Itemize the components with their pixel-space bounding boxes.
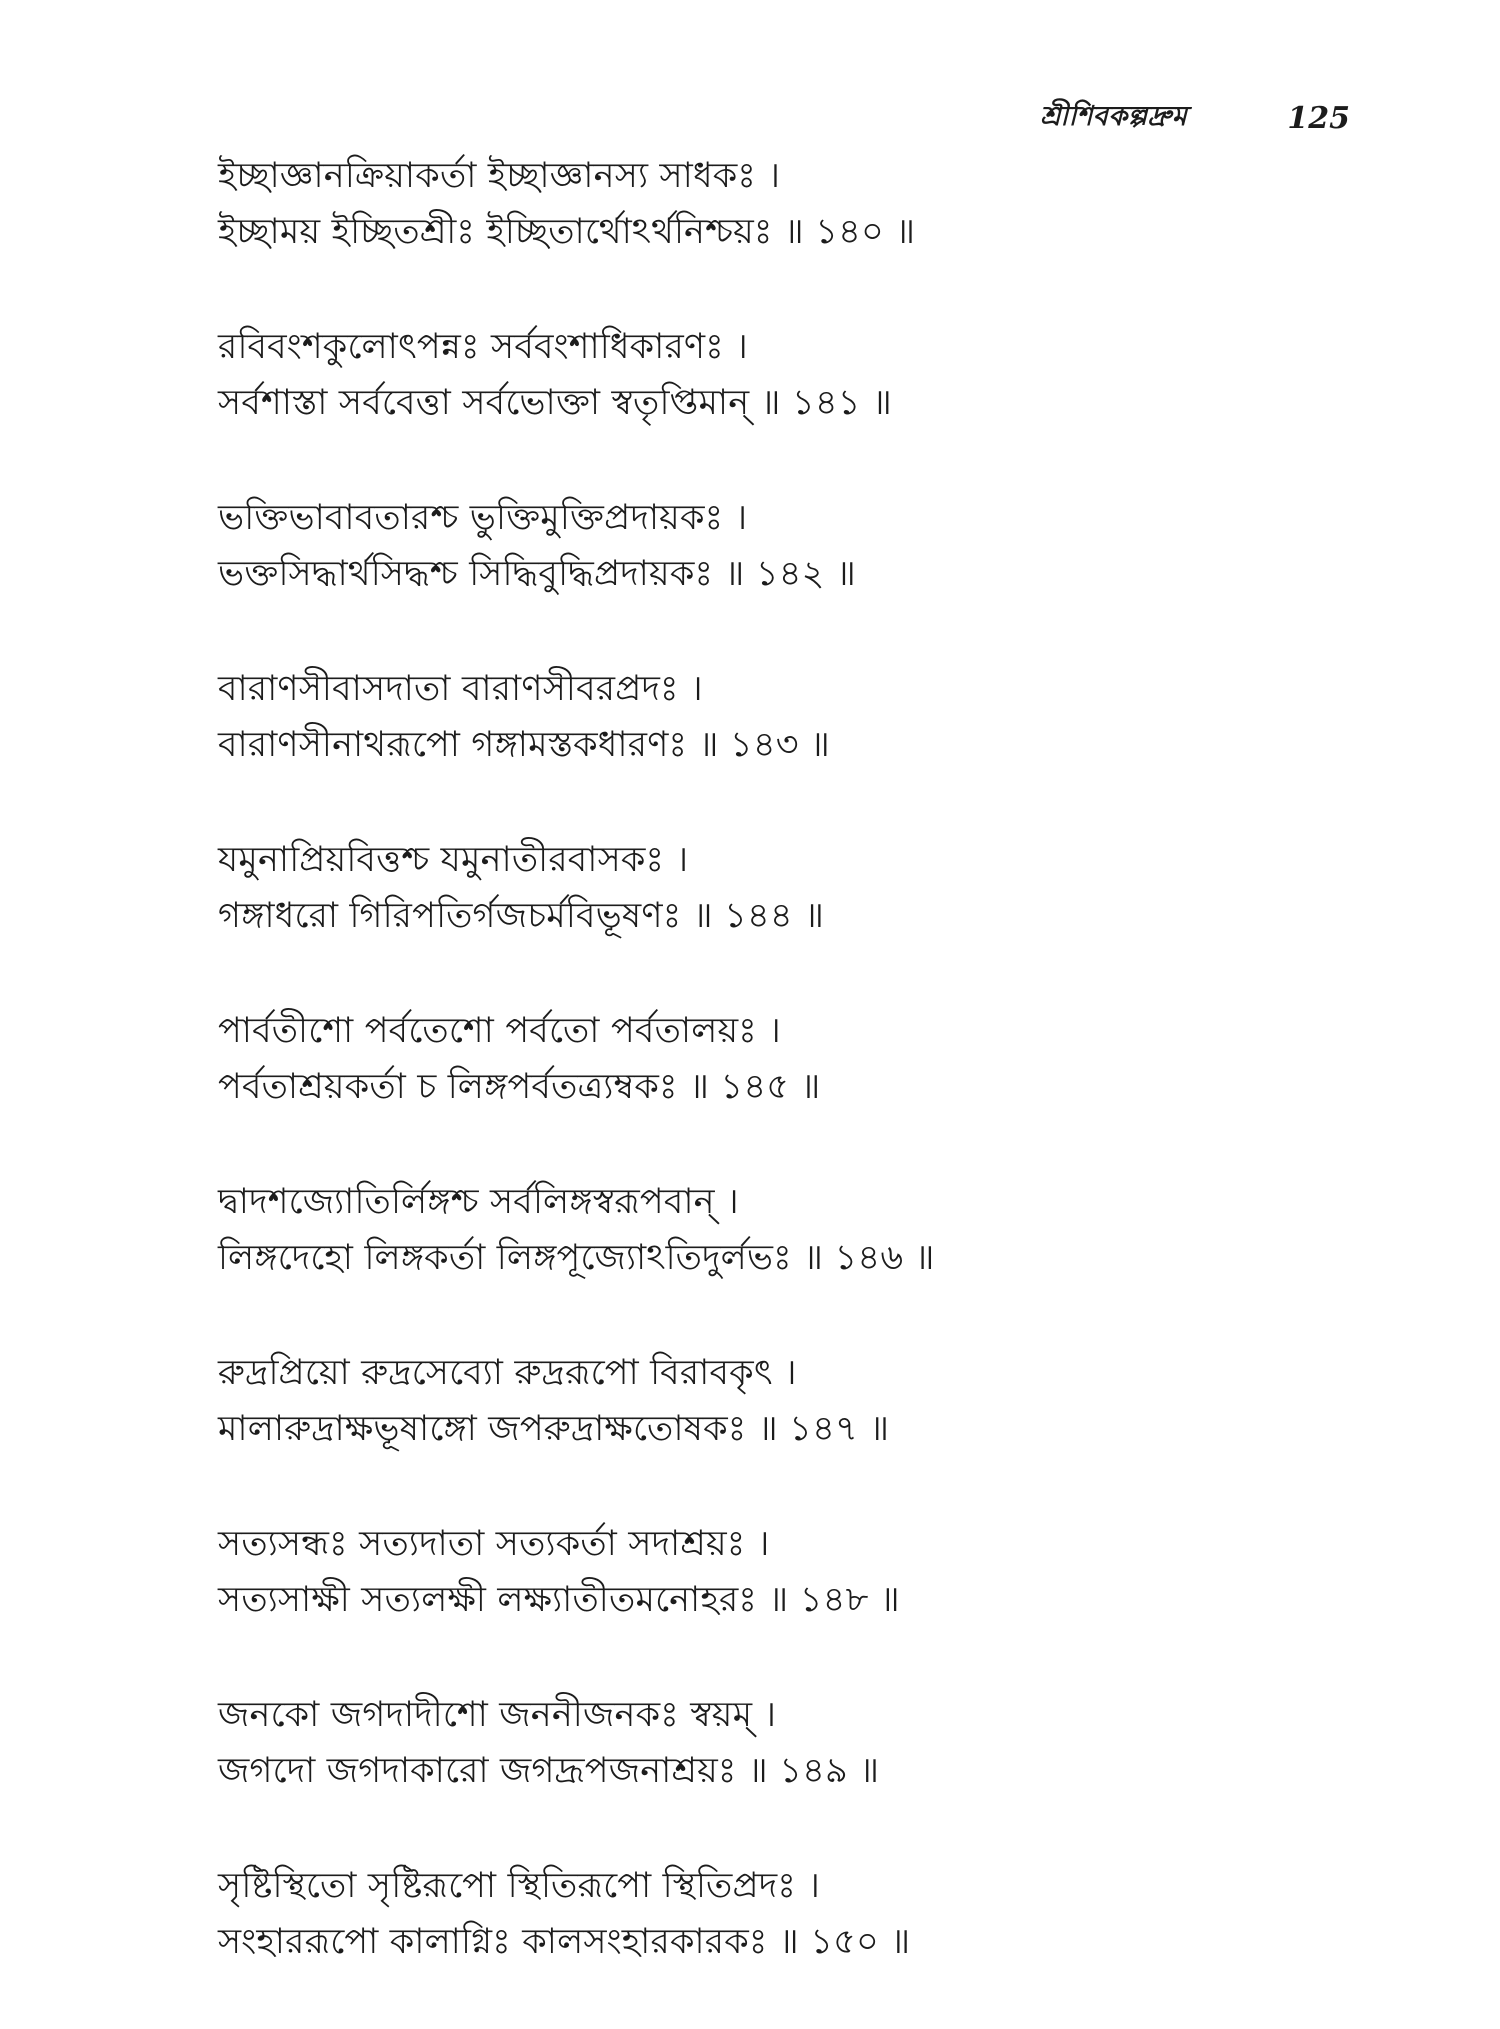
verse-line: সর্বশাস্তা সর্ববেত্তা সর্বভোক্তা স্বতৃপ্তিমান্ ॥ ১৪১ ॥	[218, 383, 893, 423]
page-header	[1040, 94, 1350, 142]
verse-line: গঙ্গাধরো গিরিপতির্গজচর্মবিভূষণঃ ॥ ১৪৪ ॥	[218, 896, 825, 936]
verse-line: ভক্তসিদ্ধার্থসিদ্ধশ্চ সিদ্ধিবুদ্ধিপ্রদায়কঃ ॥ ১৪২ ॥	[218, 554, 856, 594]
verse-line: পর্বতাশ্রয়কর্তা চ লিঙ্গপর্বতত্র্যম্বকঃ ॥ ১৪৫ ॥	[218, 1067, 821, 1107]
verse-145	[218, 1003, 1318, 1174]
verse-line: সত্যসাক্ষী সত্যলক্ষী লক্ষ্যাতীতমনোহরঃ ॥ ১৪৮ ॥	[218, 1580, 900, 1620]
verse-line: লিঙ্গদেহো লিঙ্গকর্তা লিঙ্গপূজ্যোঽতিদুর্লভঃ ॥ ১৪৬ ॥	[218, 1238, 935, 1278]
verse-list	[218, 148, 1318, 2029]
running-title: শ্রীশিবকল্পদ্রুম	[1040, 100, 1188, 132]
verse-144	[218, 832, 1318, 1003]
page-number: 125	[1287, 100, 1350, 136]
verse-line: মালারুদ্রাক্ষভূষাঙ্গো জপরুদ্রাক্ষতোষকঃ ॥ ১৪৭ ॥	[218, 1409, 890, 1449]
verse-141	[218, 319, 1318, 490]
verse-line: যমুনাপ্রিয়বিত্তশ্চ যমুনাতীরবাসকঃ ।	[218, 840, 689, 880]
verse-142	[218, 490, 1318, 661]
verse-line: বারাণসীবাসদাতা বারাণসীবরপ্রদঃ ।	[218, 669, 703, 709]
verse-line: রবিবংশকুলোৎপন্নঃ সর্ববংশাধিকারণঃ ।	[218, 327, 748, 367]
verse-line: সৃষ্টিস্থিতো সৃষ্টিরূপো স্থিতিরূপো স্থিতিপ্রদঃ ।	[218, 1866, 821, 1906]
verse-148	[218, 1516, 1318, 1687]
verse-line: সত্যসন্ধঃ সত্যদাতা সত্যকর্তা সদাশ্রয়ঃ ।	[218, 1524, 770, 1564]
verse-line: রুদ্রপ্রিয়ো রুদ্রসেব্যো রুদ্ররূপো বিরাবকৃৎ ।	[218, 1353, 797, 1393]
verse-line: জগদো জগদাকারো জগদ্রূপজনাশ্রয়ঃ ॥ ১৪৯ ॥	[218, 1751, 880, 1791]
verse-line: সংহাররূপো কালাগ্নিঃ কালসংহারকারকঃ ॥ ১৫০ ॥	[218, 1922, 911, 1962]
verse-143	[218, 661, 1318, 832]
verse-line: ইচ্ছাজ্ঞানক্রিয়াকর্তা ইচ্ছাজ্ঞানস্য সাধকঃ ।	[218, 156, 781, 196]
verse-140	[218, 148, 1318, 319]
verse-line: বারাণসীনাথরূপো গঙ্গামস্তকধারণঃ ॥ ১৪৩ ॥	[218, 725, 831, 765]
verse-147	[218, 1345, 1318, 1516]
verse-149	[218, 1687, 1318, 1858]
verse-line: দ্বাদশজ্যোতির্লিঙ্গশ্চ সর্বলিঙ্গস্বরূপবান্ ।	[218, 1182, 739, 1222]
verse-150	[218, 1858, 1318, 2029]
verse-line: ভক্তিভাবাবতারশ্চ ভুক্তিমুক্তিপ্রদায়কঃ ।	[218, 498, 748, 538]
verse-146	[218, 1174, 1318, 1345]
verse-line: জনকো জগদাদীশো জননীজনকঃ স্বয়ম্ ।	[218, 1695, 777, 1735]
verse-line: ইচ্ছাময় ইচ্ছিতশ্রীঃ ইচ্ছিতার্থোঽর্থনিশ্চয়ঃ ॥ ১৪০ ॥	[218, 212, 916, 252]
verse-line: পার্বতীশো পর্বতেশো পর্বতো পর্বতালয়ঃ ।	[218, 1011, 782, 1051]
